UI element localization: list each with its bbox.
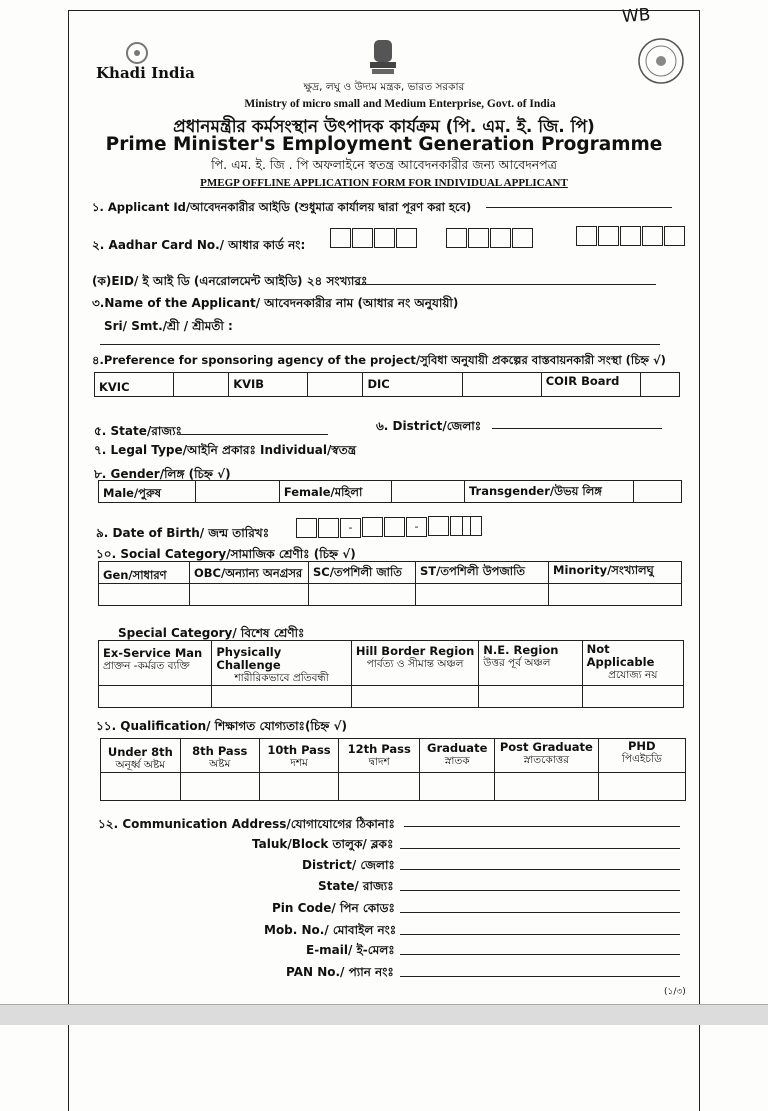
aadhar-box[interactable] bbox=[664, 226, 685, 246]
agency-dic: DIC bbox=[363, 373, 462, 397]
special-na-bn: প্রযোজ্য নয় bbox=[608, 669, 658, 681]
agency-kvib-box[interactable] bbox=[308, 373, 363, 397]
qual-graduate-en: Graduate bbox=[427, 741, 488, 755]
addr-state-field[interactable] bbox=[400, 890, 680, 891]
mob-label: Mob. No./ মোবাইল নংঃ bbox=[264, 923, 397, 937]
special-table bbox=[98, 640, 684, 708]
social-st: ST/তপশিলী উপজাতি bbox=[416, 562, 549, 584]
gender-trans-box[interactable] bbox=[634, 481, 682, 503]
legal-type-label: ৭. Legal Type/আইনি প্রকারঃ Individual/স্বতন্ত্র bbox=[94, 443, 357, 457]
state-field[interactable] bbox=[180, 434, 328, 435]
qual-12th-box[interactable] bbox=[339, 773, 420, 801]
special-ne-box[interactable] bbox=[479, 686, 582, 708]
special-na-box[interactable] bbox=[582, 686, 683, 708]
qual-under8-box[interactable] bbox=[101, 773, 181, 801]
agency-coir: COIR Board bbox=[541, 373, 640, 397]
agency-coir-box[interactable] bbox=[640, 373, 679, 397]
email-field[interactable] bbox=[400, 954, 680, 955]
qual-phd-en: PHD bbox=[628, 739, 656, 753]
aadhar-box[interactable] bbox=[598, 226, 619, 246]
special-ne-bn: উত্তর পূর্ব অঞ্চল bbox=[483, 657, 551, 669]
qual-pg bbox=[495, 739, 599, 773]
aadhar-box[interactable] bbox=[396, 228, 417, 248]
dob-box[interactable] bbox=[296, 518, 317, 538]
special-physical-box[interactable] bbox=[212, 686, 351, 708]
qual-pg-bn: স্নাতকোত্তর bbox=[523, 754, 570, 766]
aadhar-box[interactable] bbox=[446, 228, 467, 248]
programme-bn: প্রধানমন্ত্রীর কর্মসংস্থান উৎপাদক কার্যক্রম (পি. এম. ই. জি. পি) bbox=[173, 117, 595, 137]
social-table bbox=[98, 561, 682, 606]
district-label: ৬. District/জেলাঃ bbox=[376, 419, 482, 433]
qualification-label: ১১. Qualification/ শিক্ষাগত যোগ্যতাঃ(চিহ্ন √) bbox=[96, 719, 347, 733]
special-ex-service-box[interactable] bbox=[99, 686, 212, 708]
special-na bbox=[582, 641, 683, 686]
qual-under8-en: Under 8th bbox=[107, 745, 173, 759]
special-hill bbox=[351, 641, 478, 686]
gender-table bbox=[98, 480, 682, 503]
name-label: ৩.Name of the Applicant/ আবেদনকারীর নাম (আধার নং অনুযায়ী) bbox=[92, 296, 459, 310]
special-ne-en: N.E. Region bbox=[483, 643, 559, 657]
aadhar-box[interactable] bbox=[512, 228, 533, 248]
form-title-bn: পি. এম. ই. জি . পি অফলাইনে স্বতন্ত্র আবেদনকারীর জন্য আবেদনপত্র bbox=[211, 157, 557, 172]
address-label: ১২. Communication Address/যোগাযোগের ঠিকানাঃ bbox=[98, 817, 395, 831]
applicant-id-label: ১. Applicant Id/আবেদনকারীর আইডি (শুধুমাত্র কার্যালয় দ্বারা পূরণ করা হবে) bbox=[92, 200, 472, 214]
aadhar-box[interactable] bbox=[620, 226, 641, 246]
dob-box[interactable] bbox=[384, 517, 405, 537]
taluk-field[interactable] bbox=[400, 848, 680, 849]
social-sc-box[interactable] bbox=[309, 584, 416, 606]
agency-kvic-box[interactable] bbox=[174, 373, 229, 397]
taluk-label: Taluk/Block তালুক/ ব্লকঃ bbox=[252, 837, 394, 851]
special-ne bbox=[479, 641, 582, 686]
qual-pg-en: Post Graduate bbox=[499, 740, 593, 754]
addr-district-field[interactable] bbox=[400, 869, 680, 870]
agency-label: ৪.Preference for sponsoring agency of the project/সুবিধা অনুযায়ী প্রকল্পের বাস্তবায়নকারী সংস্থা (চিহ্ন √) bbox=[92, 353, 666, 367]
dob-box[interactable] bbox=[318, 518, 339, 538]
aadhar-box[interactable] bbox=[330, 228, 351, 248]
social-minority: Minority/সংখ্যালঘু bbox=[549, 562, 682, 584]
qual-phd-box[interactable] bbox=[598, 773, 685, 801]
aadhar-label: ২. Aadhar Card No./ আধার কার্ড নং: bbox=[92, 238, 306, 252]
social-label: ১০. Social Category/সামাজিক শ্রেণীঃ (চিহ্ন √) bbox=[96, 547, 356, 561]
gender-female: Female/মহিলা bbox=[279, 481, 391, 503]
qual-under8 bbox=[101, 739, 181, 773]
special-ex-service-en: Ex-Service Man bbox=[103, 646, 203, 660]
special-hill-bn: পার্বত্য ও সীমান্ত অঞ্চল bbox=[366, 658, 464, 670]
social-obc-box[interactable] bbox=[190, 584, 309, 606]
qual-10th-bn: দশম bbox=[290, 757, 308, 769]
seal-icon bbox=[636, 36, 686, 86]
form-title-en: PMEGP OFFLINE APPLICATION FORM FOR INDIVIDUAL APPLICANT bbox=[200, 177, 568, 189]
corner-mark: WB bbox=[621, 5, 652, 27]
qual-12th-bn: দ্বাদশ bbox=[368, 756, 390, 768]
dob-label: ৯. Date of Birth/ জন্ম তারিখঃ bbox=[96, 526, 270, 540]
qual-graduate bbox=[420, 739, 495, 773]
qual-phd-bn: পিএইচডি bbox=[621, 753, 662, 765]
qual-graduate-box[interactable] bbox=[420, 773, 495, 801]
dob-box[interactable] bbox=[462, 516, 482, 536]
qual-10th-en: 10th Pass bbox=[267, 743, 331, 757]
sri-label: Sri/ Smt./শ্রী / শ্রীমতী : bbox=[104, 319, 233, 333]
ministry-bn: ক্ষুদ্র, লঘু ও উদ্যম মন্ত্রক, ভারত সরকার bbox=[303, 81, 465, 93]
qual-8th-bn: অষ্টম bbox=[209, 758, 231, 770]
pan-field[interactable] bbox=[400, 976, 680, 977]
state-label: ৫. State/রাজ্যঃ bbox=[94, 424, 182, 438]
eid-label: (ক)EID/ ই আই ডি (এনরোলমেন্ট আইডি) ২৪ সংখ্যারঃ bbox=[92, 274, 368, 288]
special-hill-box[interactable] bbox=[351, 686, 478, 708]
gender-male-box[interactable] bbox=[195, 481, 279, 503]
aadhar-box[interactable] bbox=[642, 226, 663, 246]
addr-district-label: District/ জেলাঃ bbox=[302, 858, 395, 872]
special-ex-service-bn: প্রাক্তন -কর্মরত ব্যক্তি bbox=[103, 660, 190, 672]
name-field[interactable] bbox=[100, 344, 660, 345]
page-number: (১/৩) bbox=[664, 987, 686, 997]
aadhar-box[interactable] bbox=[468, 228, 489, 248]
qual-10th-box[interactable] bbox=[259, 773, 338, 801]
qual-8th-en: 8th Pass bbox=[192, 744, 248, 758]
qual-12th-en: 12th Pass bbox=[347, 742, 411, 756]
aadhar-box[interactable] bbox=[576, 226, 597, 246]
qual-pg-box[interactable] bbox=[495, 773, 599, 801]
qual-10th bbox=[259, 739, 338, 773]
agency-table bbox=[94, 372, 680, 397]
district-field[interactable] bbox=[492, 428, 662, 429]
eid-field[interactable] bbox=[356, 284, 656, 285]
social-minority-box[interactable] bbox=[549, 584, 682, 606]
dob-dash: - bbox=[340, 518, 361, 538]
qual-phd bbox=[598, 739, 685, 773]
dob-dash: - bbox=[406, 517, 427, 537]
logo-text: Khadi India bbox=[96, 64, 195, 82]
programme-en: Prime Minister's Employment Generation Programme bbox=[105, 134, 663, 155]
agency-kvic: KVIC bbox=[95, 373, 174, 397]
agency-kvib: KVIB bbox=[229, 373, 308, 397]
special-hill-en: Hill Border Region bbox=[355, 644, 475, 658]
aadhar-box[interactable] bbox=[352, 228, 373, 248]
ministry-en: Ministry of micro small and Medium Enterprise, Govt. of India bbox=[244, 98, 556, 110]
pin-field[interactable] bbox=[400, 912, 680, 913]
special-physical-bn: শারীরিকভাবে প্রতিবন্ধী bbox=[234, 672, 329, 684]
qual-8th bbox=[180, 739, 259, 773]
qual-graduate-bn: স্নাতক bbox=[444, 755, 470, 767]
agency-dic-box[interactable] bbox=[462, 373, 541, 397]
charkha-icon bbox=[122, 40, 152, 66]
gender-female-box[interactable] bbox=[391, 481, 464, 503]
social-gen-box[interactable] bbox=[99, 584, 190, 606]
special-physical bbox=[212, 641, 351, 686]
gender-male: Male/পুরুষ bbox=[99, 481, 196, 503]
gender-label: ৮. Gender/লিঙ্গ (চিহ্ন √) bbox=[94, 467, 231, 481]
applicant-id-field[interactable] bbox=[486, 207, 672, 208]
social-obc: OBC/অন্যান্য অনগ্রসর bbox=[190, 562, 309, 584]
page-bottom-edge bbox=[0, 1004, 768, 1025]
qual-8th-box[interactable] bbox=[180, 773, 259, 801]
aadhar-box[interactable] bbox=[374, 228, 395, 248]
pin-label: Pin Code/ পিন কোডঃ bbox=[272, 901, 395, 915]
national-emblem-icon bbox=[366, 36, 400, 78]
social-st-box[interactable] bbox=[416, 584, 549, 606]
dob-box[interactable] bbox=[362, 517, 383, 537]
special-na-en: Not Applicable bbox=[586, 642, 655, 669]
qualification-table bbox=[100, 738, 686, 801]
address-field[interactable] bbox=[404, 826, 680, 827]
pan-label: PAN No./ প্যান নংঃ bbox=[286, 965, 394, 979]
special-ex-service bbox=[99, 641, 212, 686]
mob-field[interactable] bbox=[400, 934, 680, 935]
aadhar-box[interactable] bbox=[490, 228, 511, 248]
special-label: Special Category/ বিশেষ শ্রেণীঃ bbox=[118, 626, 305, 640]
qual-under8-bn: অনূর্ধ্ব অষ্টম bbox=[115, 759, 166, 771]
social-sc: SC/তপশিলী জাতি bbox=[309, 562, 416, 584]
gender-trans: Transgender/উভয় লিঙ্গ bbox=[464, 481, 633, 503]
dob-box[interactable] bbox=[428, 516, 449, 536]
addr-state-label: State/ রাজ্যঃ bbox=[318, 879, 394, 893]
social-gen: Gen/সাধারণ bbox=[99, 562, 190, 584]
qual-12th bbox=[339, 739, 420, 773]
email-label: E-mail/ ই-মেলঃ bbox=[306, 943, 395, 957]
special-physical-en: Physically Challenge bbox=[216, 645, 282, 672]
